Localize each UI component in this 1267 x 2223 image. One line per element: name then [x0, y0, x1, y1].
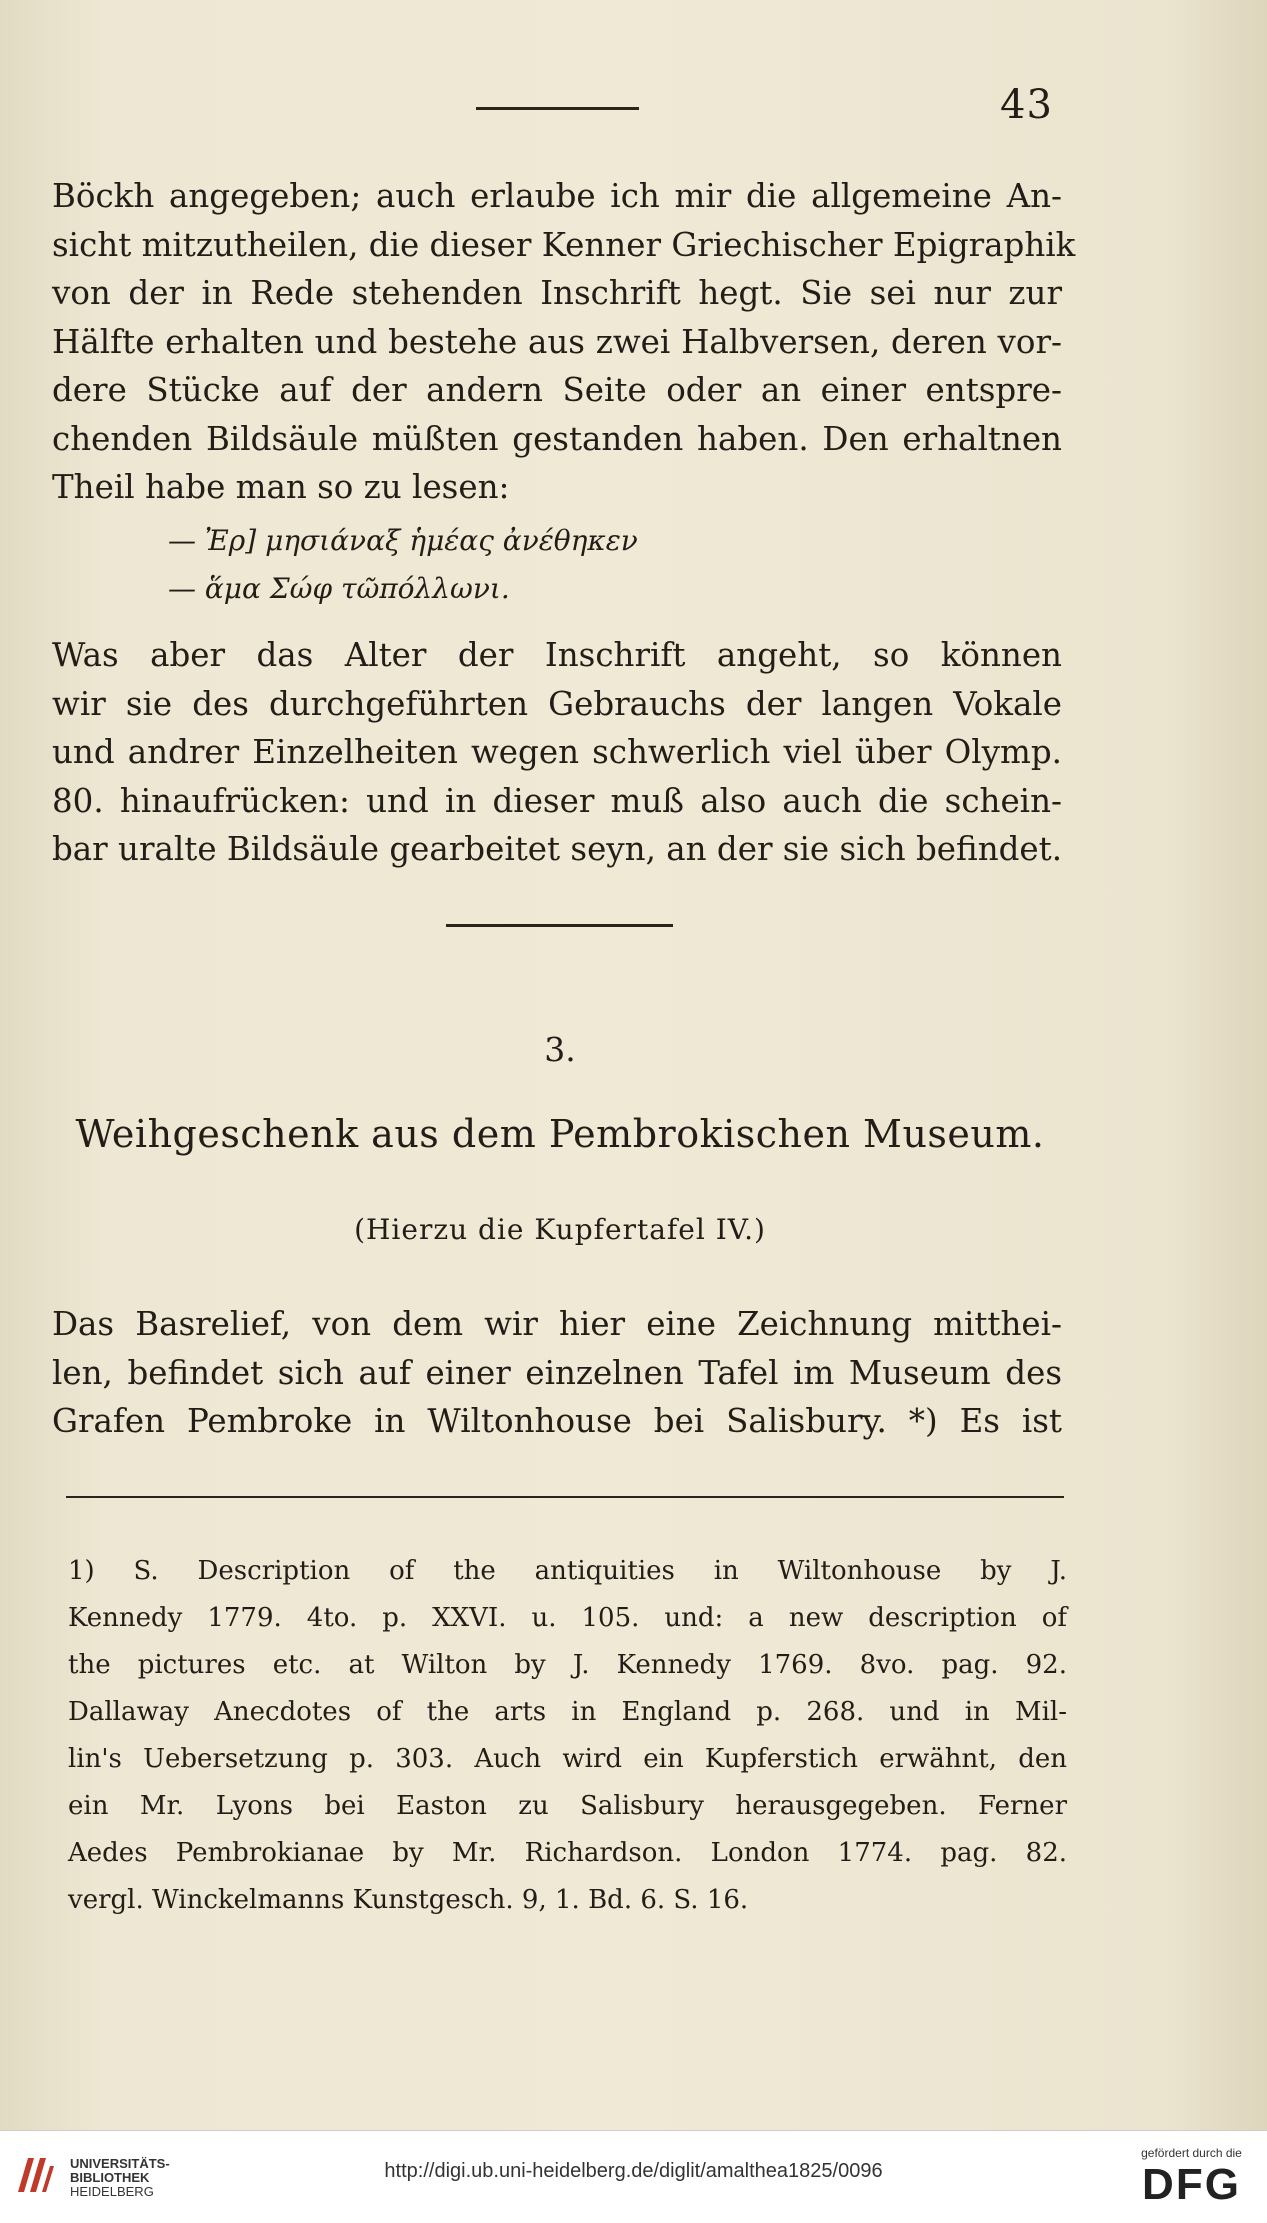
footnote-line: Aedes Pembrokianae by Mr. Richardson. London 1774. pag. 82.: [68, 1838, 1067, 1868]
text-line: Was aber das Alter der Inschrift angeht, so können: [52, 636, 1062, 674]
text-line: Hälfte erhalten und bestehe aus zwei Halbversen, deren vor-: [52, 322, 1062, 361]
library-name-line: HEIDELBERG: [70, 2184, 154, 2199]
footnote-line: the pictures etc. at Wilton by J. Kennedy 1769. 8vo. pag. 92.: [68, 1650, 1067, 1680]
section-subtitle: (Hierzu die Kupfertafel IV.): [354, 1213, 766, 1246]
footnote-line: Dallaway Anecdotes of the arts in England p. 268. und in Mil-: [68, 1697, 1067, 1727]
text-line: wir sie des durchgeführten Gebrauchs der langen Vokale: [52, 684, 1062, 723]
paragraph-3: [52, 1300, 1062, 1446]
source-url-link[interactable]: http://digi.ub.uni-heidelberg.de/diglit/amalthea1825/0096: [384, 2160, 883, 2182]
greek-inscription-line-1: — Ἐρ] μησιάναξ ἡμέας ἀνέθηκεν: [168, 524, 638, 557]
footnote: [68, 1548, 1067, 1924]
section-number: 3.: [544, 1030, 576, 1069]
page-number: 43: [1000, 82, 1053, 128]
dfg-logo: DFG: [1142, 2160, 1241, 2209]
text-line: len, befindet sich auf einer einzelnen Tafel im Museum des: [52, 1353, 1062, 1392]
text-line: chenden Bildsäule müßten gestanden haben. Den erhaltnen: [52, 419, 1062, 458]
footnote-line: Kennedy 1779. 4to. p. XXVI. u. 105. und: a new description of: [68, 1603, 1067, 1633]
text-line: dere Stücke auf der andern Seite oder an einer entspre-: [52, 371, 1062, 409]
text-line: sicht mitzutheilen, die dieser Kenner Griechischer Epigraphik: [52, 225, 1076, 264]
text-line: 80. hinaufrücken: und in dieser muß also auch die schein-: [52, 781, 1062, 820]
text-line: Grafen Pembroke in Wiltonhouse bei Salisbury. *) Es ist: [52, 1402, 1062, 1440]
footnote-line: lin's Uebersetzung p. 303. Auch wird ein Kupferstich erwähnt, den: [68, 1744, 1067, 1774]
section-title: Weihgeschenk aus dem Pembrokischen Museum.: [75, 1112, 1045, 1156]
paragraph-2: [52, 631, 1062, 874]
header-rule: [476, 107, 639, 110]
footnote-line: ein Mr. Lyons bei Easton zu Salisbury herausgegeben. Ferner: [68, 1791, 1067, 1821]
footnote-line: 1) S. Description of the antiquities in Wiltonhouse by J.: [68, 1556, 1067, 1586]
funding-credit: [1124, 2146, 1259, 2210]
text-line: von der in Rede stehenden Inschrift hegt. Sie sei nur zur: [52, 274, 1062, 312]
text-line: Das Basrelief, von dem wir hier eine Zeichnung mitthei-: [52, 1305, 1062, 1343]
section-divider: [446, 924, 673, 927]
footnote-line: vergl. Winckelmanns Kunstgesch. 9, 1. Bd. 6. S. 16.: [68, 1885, 749, 1915]
text-line: und andrer Einzelheiten wegen schwerlich viel über Olymp.: [52, 733, 1062, 771]
text-line: Böckh angegeben; auch erlaube ich mir die allgemeine An-: [52, 177, 1062, 215]
text-line: bar uralte Bildsäule gearbeitet seyn, an der sie sich befindet.: [52, 830, 1063, 868]
footnote-rule: [66, 1496, 1064, 1498]
text-line: Theil habe man so zu lesen:: [52, 468, 510, 506]
paragraph-1: [52, 172, 1076, 512]
library-name-line: BIBLIOTHEK: [70, 2170, 150, 2185]
funding-label: gefördert durch die: [1141, 2146, 1242, 2160]
greek-inscription-line-2: — ἅμα Σώφ τῶπόλλωνι.: [168, 572, 510, 605]
library-name-line: UNIVERSITÄTS-: [70, 2156, 170, 2171]
